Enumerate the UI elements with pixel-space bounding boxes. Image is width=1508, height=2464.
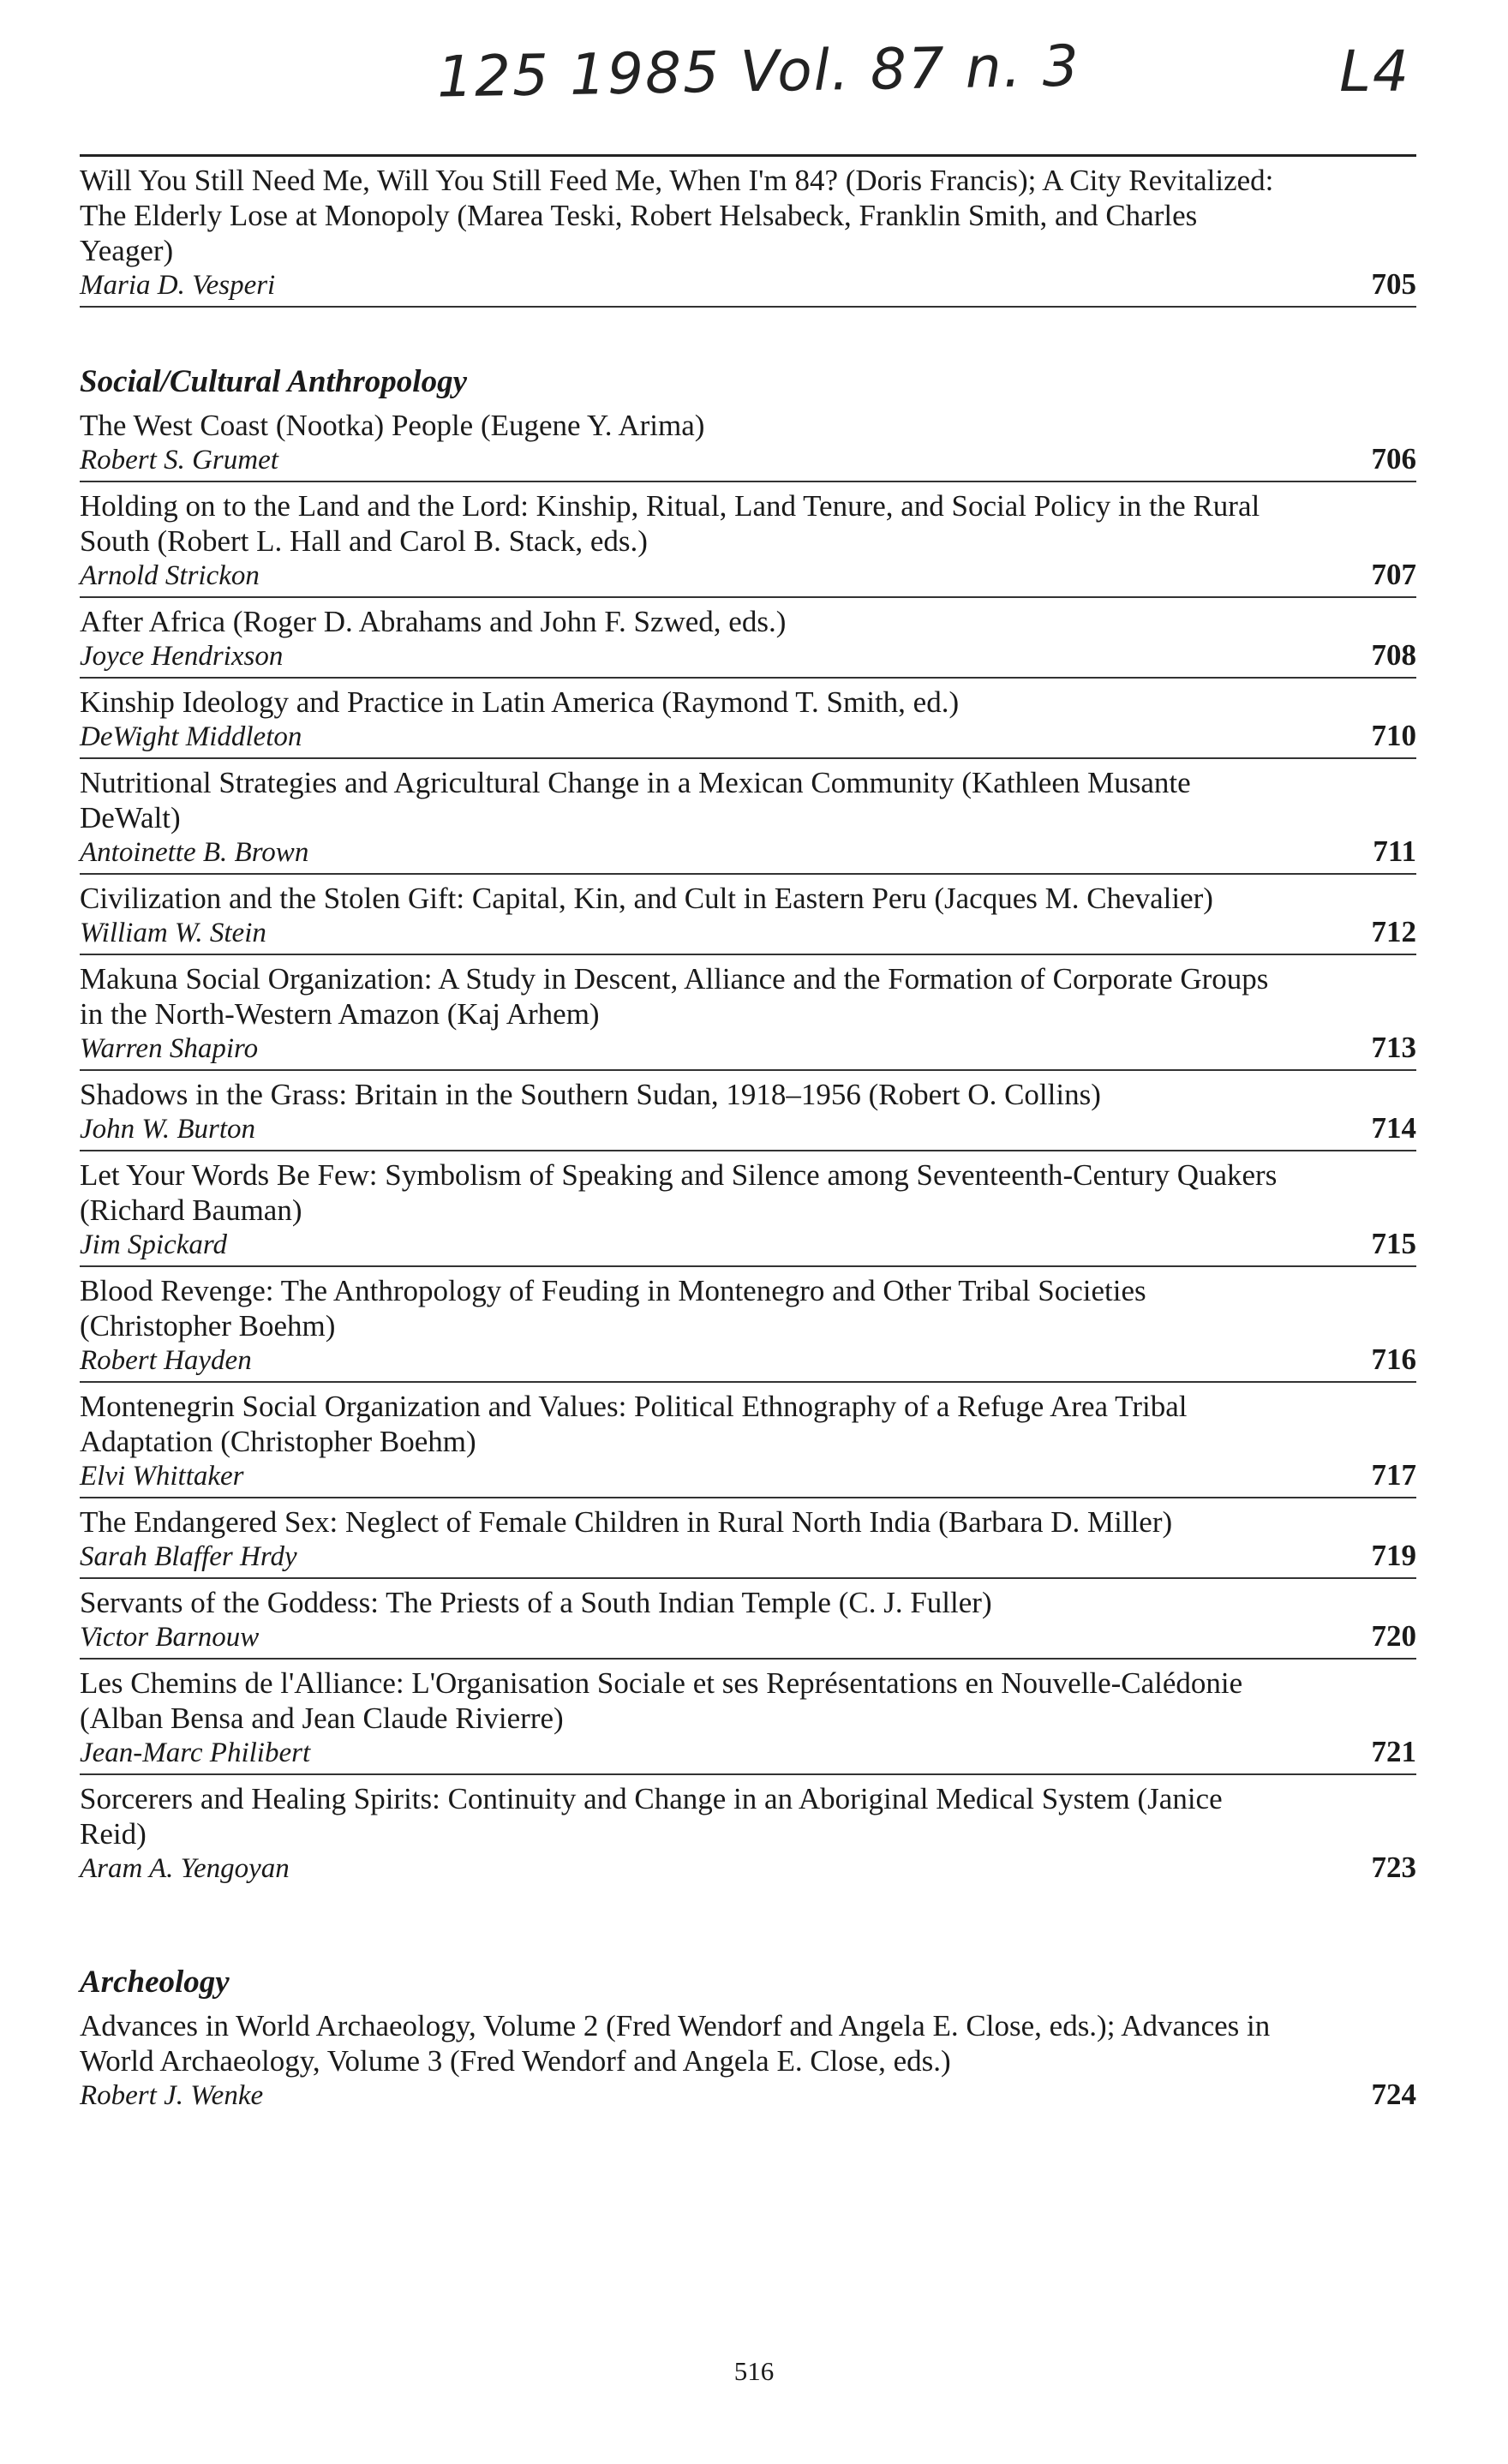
entry-page-number: 705	[1371, 267, 1416, 301]
entry-page-number: 723	[1371, 1851, 1416, 1884]
contents-entry	[80, 1579, 1416, 1660]
contents-entry	[80, 598, 1416, 679]
entry-reviewer: Jean-Marc Philibert	[80, 1737, 311, 1768]
entry-reviewer: John W. Burton	[80, 1114, 256, 1145]
entry-reviewer: Antoinette B. Brown	[80, 837, 309, 868]
entry-reviewer: Arnold Strickon	[80, 560, 260, 591]
entry-reviewer: Robert J. Wenke	[80, 2080, 264, 2111]
contents-entry	[80, 1267, 1416, 1383]
entry-reviewer: Robert Hayden	[80, 1345, 252, 1376]
contents-entry	[80, 157, 1416, 308]
entry-page-number: 712	[1371, 915, 1416, 948]
entry-title: Civilization and the Stolen Gift: Capital, Kin, and Cult in Eastern Peru (Jacques M. Chevalier)	[80, 882, 1213, 915]
table-of-contents	[80, 154, 1416, 2116]
entry-reviewer: William W. Stein	[80, 918, 266, 948]
entry-title: Nutritional Strategies and Agricultural Change in a Mexican Community (Kathleen Musante DeWalt)	[80, 766, 1191, 834]
entry-reviewer: Warren Shapiro	[80, 1033, 259, 1064]
contents-entry	[80, 875, 1416, 955]
entry-title: Makuna Social Organization: A Study in Descent, Alliance and the Formation of Corporate Groups in the North-Western Amazon (Kaj Arhem)	[80, 962, 1269, 1031]
entry-reviewer: Victor Barnouw	[80, 1622, 260, 1653]
entry-title: Blood Revenge: The Anthropology of Feuding in Montenegro and Other Tribal Societies (Christopher Boehm)	[80, 1274, 1146, 1343]
entry-reviewer: Elvi Whittaker	[80, 1461, 244, 1492]
contents-entry	[80, 1383, 1416, 1498]
entry-page-number: 708	[1371, 638, 1416, 672]
section-heading: Social/Cultural Anthropology	[80, 364, 468, 399]
entry-reviewer: Joyce Hendrixson	[80, 641, 284, 672]
entry-title: Sorcerers and Healing Spirits: Continuity and Change in an Aboriginal Medical System (Janice Reid)	[80, 1782, 1223, 1851]
entry-page-number: 716	[1371, 1343, 1416, 1376]
entry-reviewer: Jim Spickard	[80, 1229, 227, 1260]
page-number: 516	[733, 2356, 775, 2386]
entry-title: Montenegrin Social Organization and Values: Political Ethnography of a Refuge Area Tribal Adaptation (Christopher Boehm)	[80, 1390, 1188, 1458]
contents-entry	[80, 679, 1416, 759]
entry-page-number: 707	[1371, 558, 1416, 591]
contents-entry	[80, 1660, 1416, 1775]
handwritten-volume-note: 125 1985 Vol. 87 n. 3	[436, 32, 1081, 111]
entry-page-number: 711	[1373, 834, 1416, 868]
entry-page-number: 719	[1371, 1539, 1416, 1572]
entry-reviewer: Maria D. Vesperi	[80, 270, 276, 301]
entry-page-number: 713	[1371, 1031, 1416, 1064]
entry-reviewer: Sarah Blaffer Hrdy	[80, 1541, 297, 1572]
contents-entry	[80, 955, 1416, 1071]
section-social-cultural-anthropology	[80, 364, 1416, 1889]
entry-title: Les Chemins de l'Alliance: L'Organisation Sociale et ses Représentations en Nouvelle-Calédonie (Alban Bensa and Jean Claude Rivierre)	[80, 1666, 1243, 1735]
entry-page-number: 724	[1371, 2078, 1416, 2111]
entry-title: After Africa (Roger D. Abrahams and John F. Szwed, eds.)	[80, 605, 787, 638]
contents-entry	[80, 2002, 1416, 2116]
entry-page-number: 720	[1371, 1619, 1416, 1653]
contents-entry	[80, 1071, 1416, 1151]
entry-title: Will You Still Need Me, Will You Still Feed Me, When I'm 84? (Doris Francis); A City Revitalized: The Elderly Lose at Monopoly (Marea Teski, Robert Helsabeck, Franklin Smith, and Charles Yeager)	[80, 164, 1274, 267]
entry-reviewer: Aram A. Yengoyan	[80, 1853, 290, 1884]
handwritten-annotation	[437, 24, 1422, 118]
entry-page-number: 710	[1371, 719, 1416, 752]
contents-entry	[80, 482, 1416, 598]
entry-title: Let Your Words Be Few: Symbolism of Speaking and Silence among Seventeenth-Century Quakers (Richard Bauman)	[80, 1158, 1278, 1227]
entry-page-number: 714	[1371, 1111, 1416, 1145]
entry-title: Holding on to the Land and the Lord: Kinship, Ritual, Land Tenure, and Social Policy in the Rural South (Robert L. Hall and Carol B. Stack, eds.)	[80, 489, 1260, 558]
entry-page-number: 717	[1371, 1458, 1416, 1492]
entry-reviewer: Robert S. Grumet	[80, 445, 278, 475]
entry-title: Shadows in the Grass: Britain in the Southern Sudan, 1918–1956 (Robert O. Collins)	[80, 1078, 1101, 1111]
entry-page-number: 721	[1371, 1735, 1416, 1768]
contents-entry	[80, 402, 1416, 482]
entry-title: Advances in World Archaeology, Volume 2 (Fred Wendorf and Angela E. Close, eds.); Advances in World Archaeology, Volume 3 (Fred Wendorf and Angela E. Close, eds.)	[80, 2009, 1271, 2078]
entry-title: Servants of the Goddess: The Priests of a South Indian Temple (C. J. Fuller)	[80, 1586, 992, 1619]
entry-page-number: 706	[1371, 442, 1416, 475]
entry-reviewer: DeWight Middleton	[80, 721, 302, 752]
entry-page-number: 715	[1371, 1227, 1416, 1260]
entry-title: The Endangered Sex: Neglect of Female Children in Rural North India (Barbara D. Miller)	[80, 1505, 1173, 1539]
entry-title: Kinship Ideology and Practice in Latin America (Raymond T. Smith, ed.)	[80, 685, 960, 719]
section-archeology	[80, 1965, 1416, 2116]
handwritten-shelf-code: L4	[1339, 38, 1410, 105]
entry-title: The West Coast (Nootka) People (Eugene Y. Arima)	[80, 409, 705, 442]
section-heading: Archeology	[80, 1965, 230, 2000]
contents-entry	[80, 1775, 1416, 1889]
contents-entry	[80, 1151, 1416, 1267]
contents-entry	[80, 1498, 1416, 1579]
contents-entry	[80, 759, 1416, 875]
